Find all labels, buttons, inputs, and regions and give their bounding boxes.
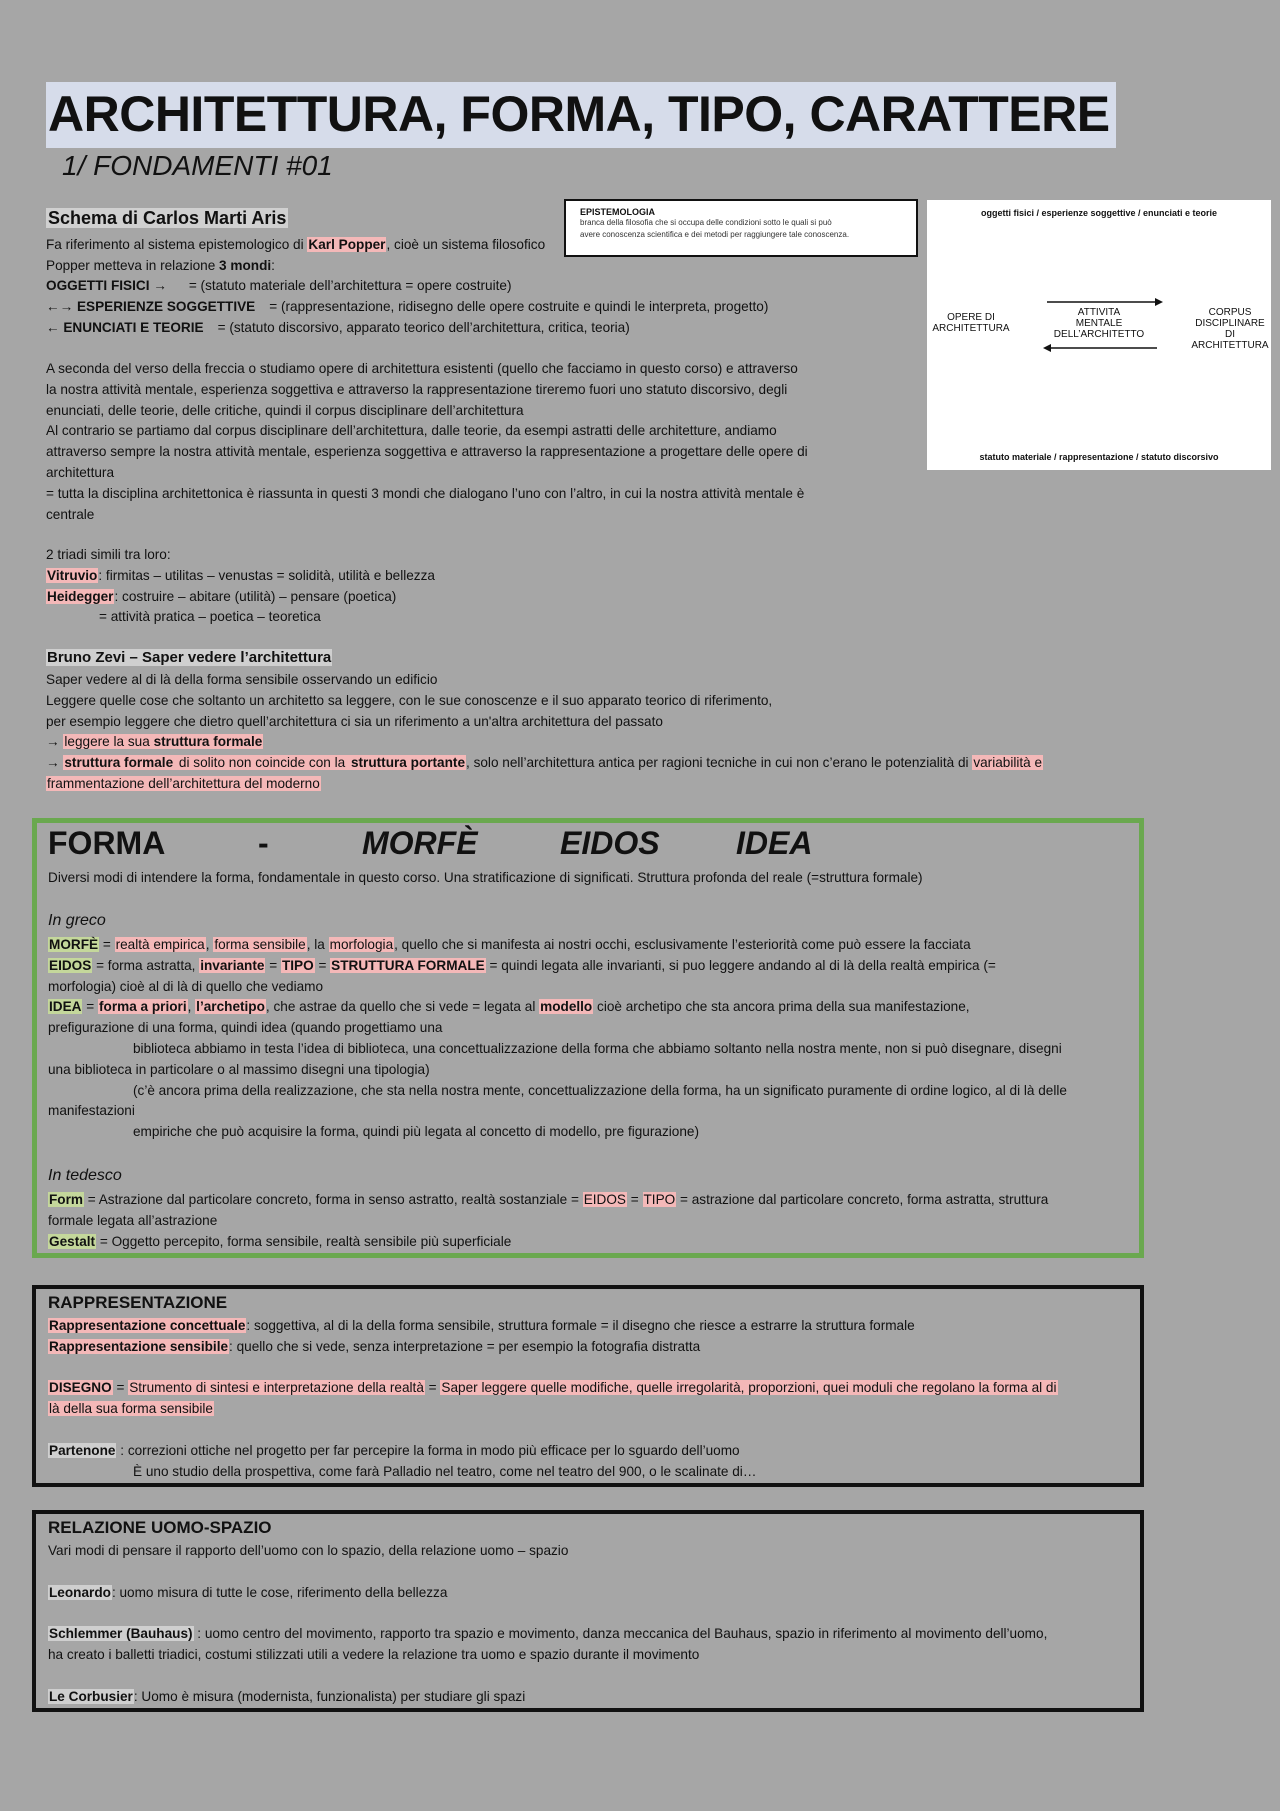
in-greco: In greco (48, 912, 106, 929)
forma-intro: Diversi modi di intendere la forma, fondamentale in questo corso. Una stratificazione di significati. Struttura profonda del reale (=struttura formale) (48, 870, 923, 885)
world-esperienze: ←→ ESPERIENZE SOGGETTIVE = (rappresentazione, ridisegno delle opere costruite e quindi le interpreta, progetto) (46, 299, 769, 314)
world-enunciati: ← ENUNCIATI E TEORIE = (statuto discorsivo, apparato teorico dell’architettura, critica, teoria) (46, 320, 630, 335)
forma-heading-eidos: EIDOS (560, 825, 660, 861)
forma-greek-block: MORFÈ = realtà empirica, forma sensibile, la morfologia, quello che si manifesta ai nostri occhi, esclusivamente l’esteriorità come può essere la facciata EIDOS = forma astratta, invariante = TIPO = STRUTTURA FORMALE = quindi legata alle invarianti, si puo leggere andando al di là della realtà empirica (= morfologia) cioè al di là di quello che vediamo IDEA = forma a priori, l’archetipo, che astrae da quello che si vede = legata al modello cioè archetipo che sta ancora prima della sua manifestazione, prefigurazione di una forma, quindi idea (quando progettiamo una biblioteca abbiamo in testa l’idea di biblioteca, una concettualizzazione della forma che abbiamo soltanto nella nostra mente, non si può disegnare, disegni una biblioteca in particolare o al massimo disegni una tipologia) (c’è ancora prima della realizzazione, che sta nella nostra mente, concettualizzazione della forma, ha un significato puramente di ordine logico, al di là delle manifestazioni empiriche che può acquisire la forma, quindi più legata al concetto di modello, pre figurazione) (48, 937, 1067, 1140)
zevi-heading: Bruno Zevi – Saper vedere l’architettura (47, 649, 332, 666)
relazione-text: Vari modi di pensare il rapporto dell’uomo con lo spazio, della relazione uomo – spazio Leonardo: uomo misura di tutte le cose, riferimento della bellezza Schlemmer (Bauhaus) : uomo centro del movimento, rapporto tra spazio e movimento, danza meccanica del Bauhaus, spazio in riferimento al movimento dell’uomo, ha creato i balletti triadici, costumi stilizzati utili a vedere la relazione tra uomo e spazio durante il movimento Le Corbusier: Uomo è misura (modernista, funzionalista) per studiare gli spazi (48, 1543, 1048, 1704)
diagram-mid-label: ATTIVITA MENTALE DELL’ARCHITETTO (1053, 307, 1145, 340)
marti-heading: Schema di Carlos Marti Aris (48, 208, 287, 228)
in-tedesco: In tedesco (48, 1167, 122, 1184)
relazione-heading: RELAZIONE UOMO-SPAZIO (48, 1518, 272, 1537)
epistemologia-box: EPISTEMOLOGIA branca della filosofia che si occupa delle condizioni sotto le quali si può avere conoscenza scientifica e dei metodi per raggiungere tale conoscenza. (564, 199, 918, 257)
marti-line-1: Fa riferimento al sistema epistemologico di Karl Popper, cioè un sistema filosofico (46, 237, 546, 252)
page-subtitle: 1/ FONDAMENTI #01 (62, 150, 333, 181)
page-title: ARCHITETTURA, FORMA, TIPO, CARATTERE (46, 82, 1116, 148)
forma-heading-morfe: MORFÈ (362, 825, 478, 861)
diagram-arrows (927, 200, 1271, 470)
marti-line-2: Popper metteva in relazione 3 mondi: (46, 258, 275, 273)
three-worlds-diagram: oggetti fisici / esperienze soggettive / enunciati e teorie OPERE DI ARCHITETTURA ATTIVITA MENTALE DELL’ARCHITETTO CORPUS DISCIPLINARE DI ARCHITETTURA statuto materiale / rappresentazione / statuto discorsivo (927, 200, 1271, 470)
rappresentazione-heading: RAPPRESENTAZIONE (48, 1293, 228, 1312)
world-oggetti: OGGETTI FISICI → = (statuto materiale dell’architettura = opere costruite) (46, 278, 512, 293)
rappresentazione-text: Rappresentazione concettuale: soggettiva, al di la della forma sensibile, struttura formale = il disegno che riesce a estrarre la struttura formale Rappresentazione sensibile: quello che si vede, senza interpretazione = per esempio la fotografia distratta DISEGNO = Strumento di sintesi e interpretazione della realtà = Saper leggere quelle modifiche, quelle irregolarità, proporzioni, quei moduli che regolano la forma al di là della sua forma sensibile Partenone : correzioni ottiche nel progetto per far percepire la forma in modo più efficace per lo sguardo dell’uomo È uno studio della prospettiva, come farà Palladio nel teatro, come nel teatro del 900, o le scalinate di… (49, 1318, 1057, 1479)
diagram-left-label: OPERE DI ARCHITETTURA (932, 312, 1010, 334)
diagram-right-label: CORPUS DISCIPLINARE DI ARCHITETTURA (1191, 307, 1269, 351)
forma-heading: FORMA (48, 825, 166, 861)
triadi: 2 triadi simili tra loro: Vitruvio: firmitas – utilitas – venustas = solidità, utilità e bellezza Heidegger: costruire – abitare (utilità) – pensare (poetica) = attività pratica – poetica – teoretica (46, 547, 435, 625)
forma-heading-idea: IDEA (736, 825, 813, 861)
forma-heading-dash: - (258, 825, 269, 861)
zevi-text: Saper vedere al di là della forma sensibile osservando un edificio Leggere quelle cose che soltanto un architetto sa leggere, con le sue conoscenze e il suo apparato teorico di riferimento, per esempio leggere che dietro quell’architettura ci sia un riferimento a un'altra architettura del passato → leggere la sua struttura formale → struttura formale di solito non coincide con la struttura portante, solo nell’architettura antica per ragioni tecniche in cui non c’erano le potenzialità di variabilità e frammentazione dell’architettura del moderno (46, 672, 1043, 791)
marti-paragraph: A seconda del verso della freccia o studiamo opere di architettura esistenti (quello che facciamo in questo corso) e attraverso la nostra attività mentale, esperienza soggettiva e attraverso la rappresentazione tireremo fuori uno statuto discorsivo, degli enunciati, delle teorie, delle critiche, quindi il corpus disciplinare dell’architettura Al contrario se partiamo dal corpus disciplinare dell’architettura, dalle teorie, da esempi astratti delle architetture, andiamo attraverso sempre la nostra attività mentale, esperienza soggettiva e attraverso la rappresentazione a progettare delle opere di architettura = tutta la disciplina architettonica è riassunta in questi 3 mondi che dialogano l’uno con l’altro, in cui la nostra attività mentale è centrale (46, 361, 808, 522)
forma-german-block: Form = Astrazione dal particolare concreto, forma in senso astratto, realtà sostanziale = EIDOS = TIPO = astrazione dal particolare concreto, forma astratta, struttura formale legata all’astrazione Gestalt = Oggetto percepito, forma sensibile, realtà sensibile più superficiale (48, 1192, 1049, 1249)
